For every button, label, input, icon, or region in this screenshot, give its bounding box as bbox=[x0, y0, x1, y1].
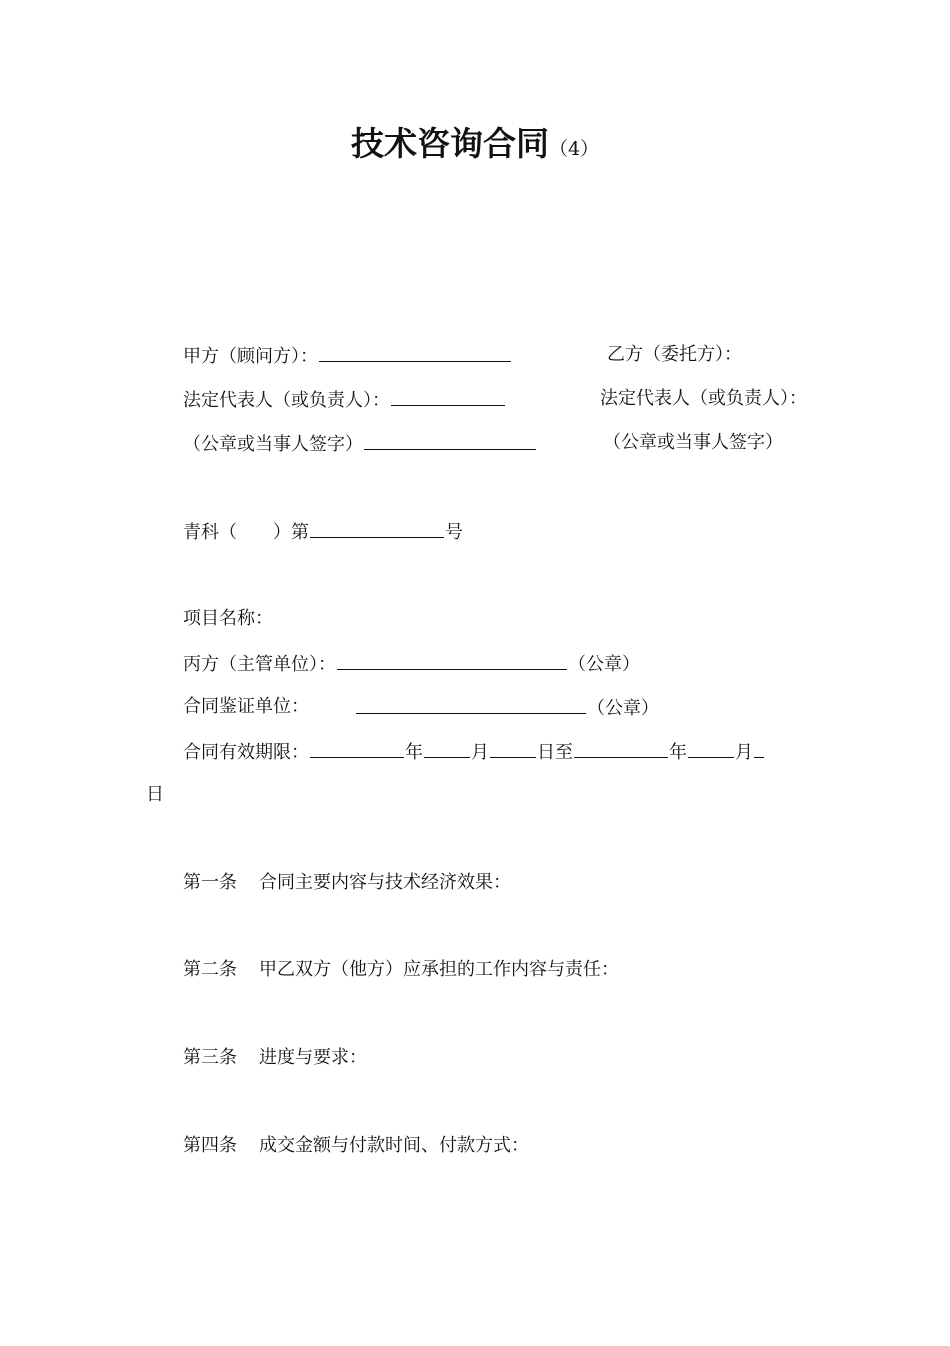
year2-label: 年 bbox=[669, 742, 687, 763]
legal-rep-a-row bbox=[183, 387, 506, 413]
article-1 bbox=[183, 871, 511, 895]
article-text: 进度与要求： bbox=[259, 1047, 367, 1068]
start-day-blank[interactable] bbox=[490, 739, 536, 758]
party-c-label: 丙方（主管单位）： bbox=[183, 654, 336, 675]
start-year-blank[interactable] bbox=[310, 739, 404, 758]
validity-label: 合同有效期限： bbox=[183, 742, 309, 763]
verify-label: 合同鉴证单位： bbox=[183, 696, 309, 717]
article-2 bbox=[183, 958, 619, 982]
party-c-row bbox=[183, 651, 640, 677]
article-text: 甲乙双方（他方）应承担的工作内容与责任： bbox=[259, 959, 619, 980]
seal-b-row bbox=[603, 431, 783, 455]
title-text: 技术咨询合同 bbox=[350, 124, 549, 163]
article-3 bbox=[183, 1046, 367, 1070]
start-month-blank[interactable] bbox=[424, 739, 470, 758]
end-month-blank[interactable] bbox=[688, 739, 734, 758]
contract-no-prefix: 青科（ ）第 bbox=[183, 522, 309, 543]
article-number: 第三条 bbox=[183, 1047, 237, 1068]
validity-day-row bbox=[146, 783, 164, 807]
month-label: 月 bbox=[471, 742, 489, 763]
project-name-row bbox=[183, 607, 273, 631]
party-a-blank[interactable] bbox=[319, 343, 511, 362]
seal-a-label: （公章或当事人签字） bbox=[183, 434, 363, 455]
contract-no-suffix: 号 bbox=[445, 522, 463, 543]
verify-blank-row bbox=[355, 695, 659, 721]
legal-rep-a-blank[interactable] bbox=[391, 387, 505, 406]
end-day-blank[interactable] bbox=[754, 739, 764, 758]
contract-no-row bbox=[183, 519, 463, 545]
document-title bbox=[0, 118, 950, 165]
verify-blank[interactable] bbox=[356, 695, 586, 714]
article-text: 合同主要内容与技术经济效果： bbox=[259, 872, 511, 893]
verify-seal: （公章） bbox=[587, 698, 659, 719]
title-suffix: （4） bbox=[548, 138, 600, 160]
article-4 bbox=[183, 1134, 529, 1158]
seal-a-blank[interactable] bbox=[364, 431, 536, 450]
seal-b-label: （公章或当事人签字） bbox=[603, 432, 783, 453]
project-name-label: 项目名称： bbox=[183, 608, 273, 629]
seal-a-row bbox=[183, 431, 537, 457]
validity-row bbox=[183, 739, 765, 765]
end-year-blank[interactable] bbox=[574, 739, 668, 758]
party-c-seal: （公章） bbox=[568, 654, 640, 675]
legal-rep-b-label: 法定代表人（或负责人）： bbox=[600, 388, 807, 409]
party-c-blank[interactable] bbox=[337, 651, 567, 670]
verify-row bbox=[183, 695, 309, 719]
article-number: 第四条 bbox=[183, 1135, 237, 1156]
article-text: 成交金额与付款时间、付款方式： bbox=[259, 1135, 529, 1156]
year-label: 年 bbox=[405, 742, 423, 763]
legal-rep-b-row bbox=[600, 387, 807, 411]
article-number: 第二条 bbox=[183, 959, 237, 980]
party-a-row bbox=[183, 343, 512, 369]
day-to-label: 日至 bbox=[537, 742, 573, 763]
party-b-label: 乙方（委托方）： bbox=[607, 344, 742, 365]
party-a-label: 甲方（顾问方）： bbox=[183, 346, 318, 367]
contract-no-blank[interactable] bbox=[310, 519, 444, 538]
party-b-row bbox=[607, 343, 742, 367]
day2-label: 日 bbox=[146, 784, 164, 805]
legal-rep-a-label: 法定代表人（或负责人）： bbox=[183, 390, 390, 411]
month2-label: 月 bbox=[735, 742, 753, 763]
article-number: 第一条 bbox=[183, 872, 237, 893]
